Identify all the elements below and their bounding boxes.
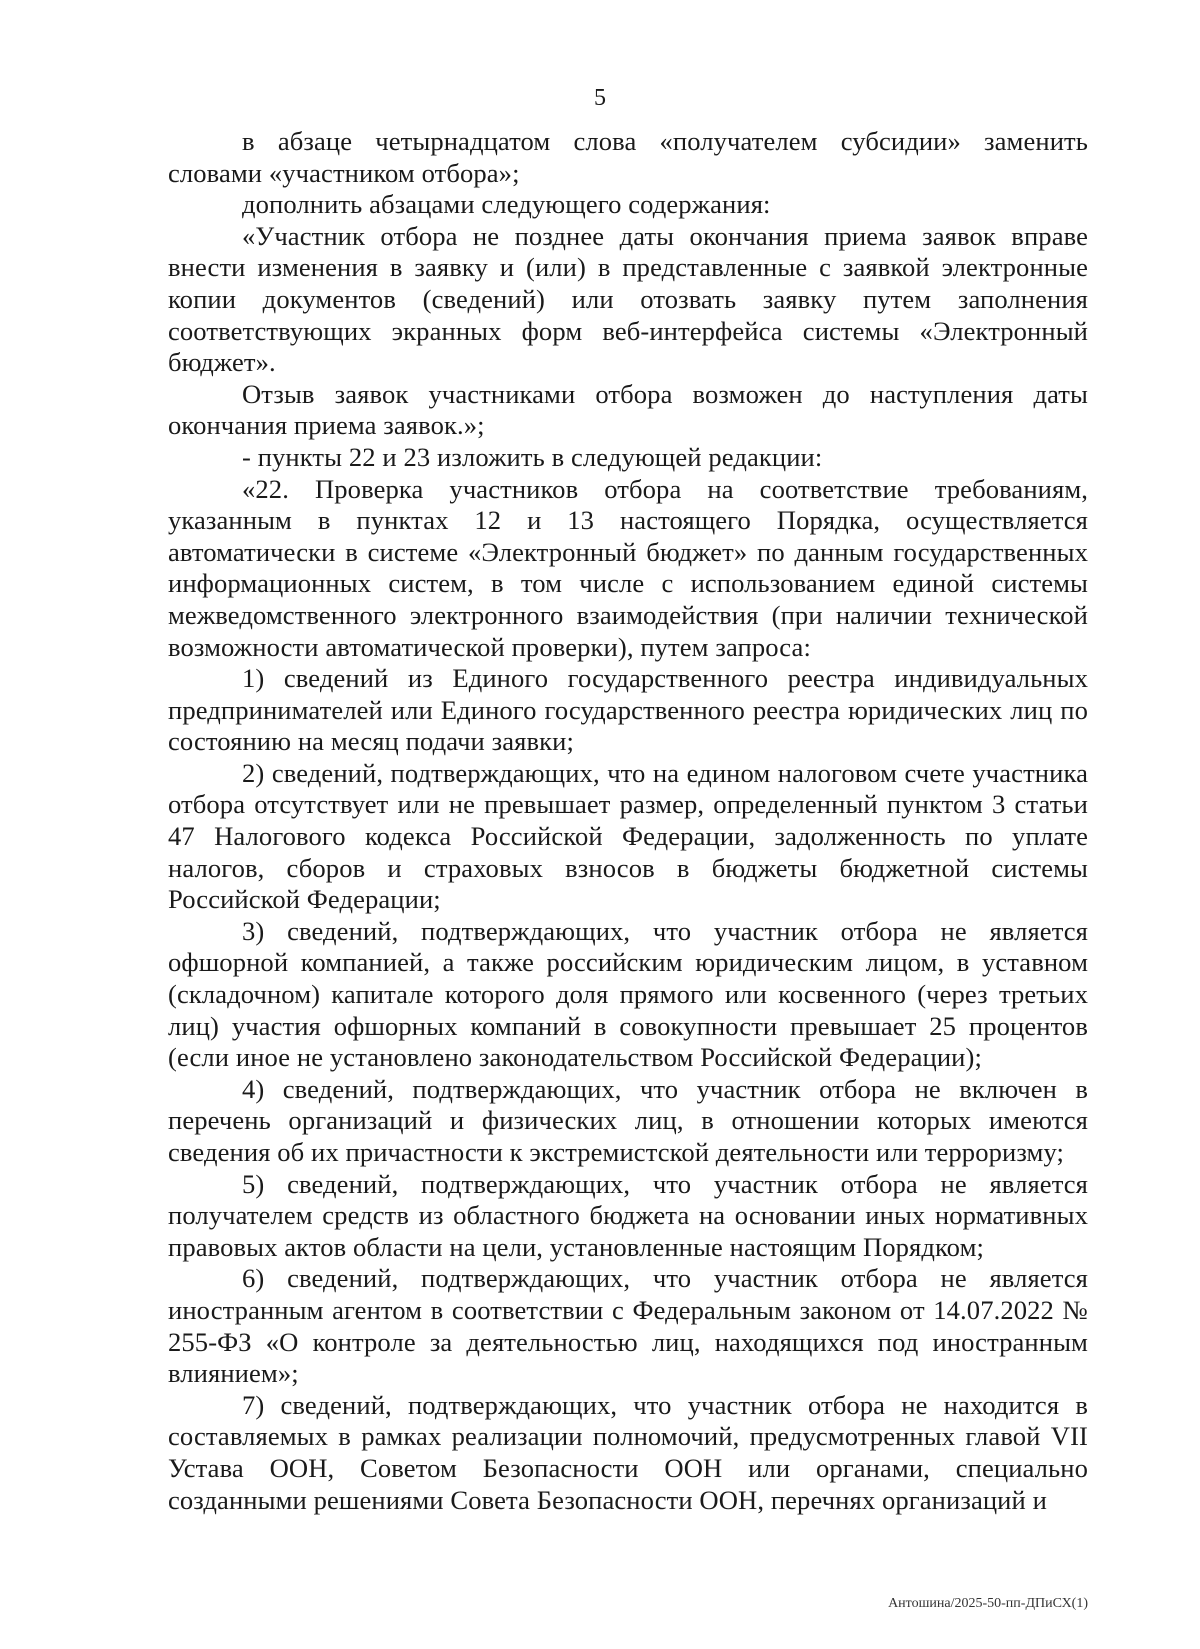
list-item-3: 3) сведений, подтверждающих, что участник отбора не является офшорной компанией, а также российским юридическим лицом, в уставном (складочном) капитале которого доля прямого или косвенного (через третьих лиц) участия офшорных компаний в совокупности превышает 25 процентов (если иное не установлено законодательством Российской Федерации); bbox=[168, 915, 1088, 1073]
paragraph-6: «22. Проверка участников отбора на соответствие требованиям, указанным в пунктах 12 и 13 настоящего Порядка, осуществляется автоматически в системе «Электронный бюджет» по данным государственных информационных систем, в том числе с использованием единой системы межведомственного электронного взаимодействия (при наличии технической возможности автоматической проверки), путем запроса: bbox=[168, 473, 1088, 662]
list-item-5: 5) сведений, подтверждающих, что участник отбора не является получателем средств из областного бюджета на основании иных нормативных правовых актов области на цели, установленные настоящим Порядком; bbox=[168, 1168, 1088, 1262]
document-body bbox=[168, 126, 1088, 1516]
list-item-6: 6) сведений, подтверждающих, что участник отбора не является иностранным агентом в соответствии с Федеральным законом от 14.07.2022 № 255-ФЗ «О контроле за деятельностью лиц, находящихся под иностранным влиянием»; bbox=[168, 1263, 1088, 1389]
page-number: 5 bbox=[594, 85, 606, 111]
paragraph-3: «Участник отбора не позднее даты окончания приема заявок вправе внести изменения в заявку и (или) в представленные с заявкой электронные копии документов (сведений) или отозвать заявку путем заполнения соответствующих экранных форм веб-интерфейса системы «Электронный бюджет». bbox=[168, 220, 1088, 378]
list-item-2: 2) сведений, подтверждающих, что на едином налоговом счете участника отбора отсутствует или не превышает размер, определенный пунктом 3 статьи 47 Налогового кодекса Российской Федерации, задолженность по уплате налогов, сборов и страховых взносов в бюджеты бюджетной системы Российской Федерации; bbox=[168, 757, 1088, 915]
paragraph-2: дополнить абзацами следующего содержания: bbox=[242, 189, 771, 220]
paragraph-5: - пункты 22 и 23 изложить в следующей редакции: bbox=[242, 441, 823, 472]
list-item-7: 7) сведений, подтверждающих, что участник отбора не находится в составляемых в рамках реализации полномочий, предусмотренных главой VII Устава ООН, Советом Безопасности ООН или органами, специально созданными решениями Совета Безопасности ООН, перечнях организаций и bbox=[168, 1389, 1088, 1515]
paragraph-1: в абзаце четырнадцатом слова «получателем субсидии» заменить словами «участником отбора»; bbox=[168, 126, 1088, 188]
footer-reference: Антошина/2025-50-пп-ДПиСХ(1) bbox=[888, 1596, 1088, 1611]
list-item-1: 1) сведений из Единого государственного реестра индивидуальных предпринимателей или Единого государственного реестра юридических лиц по состоянию на месяц подачи заявки; bbox=[168, 663, 1088, 757]
list-item-4: 4) сведений, подтверждающих, что участник отбора не включен в перечень организаций и физических лиц, в отношении которых имеются сведения об их причастности к экстремистской деятельности или терроризму; bbox=[168, 1073, 1088, 1167]
paragraph-4: Отзыв заявок участниками отбора возможен до наступления даты окончания приема заявок.»; bbox=[168, 378, 1088, 441]
